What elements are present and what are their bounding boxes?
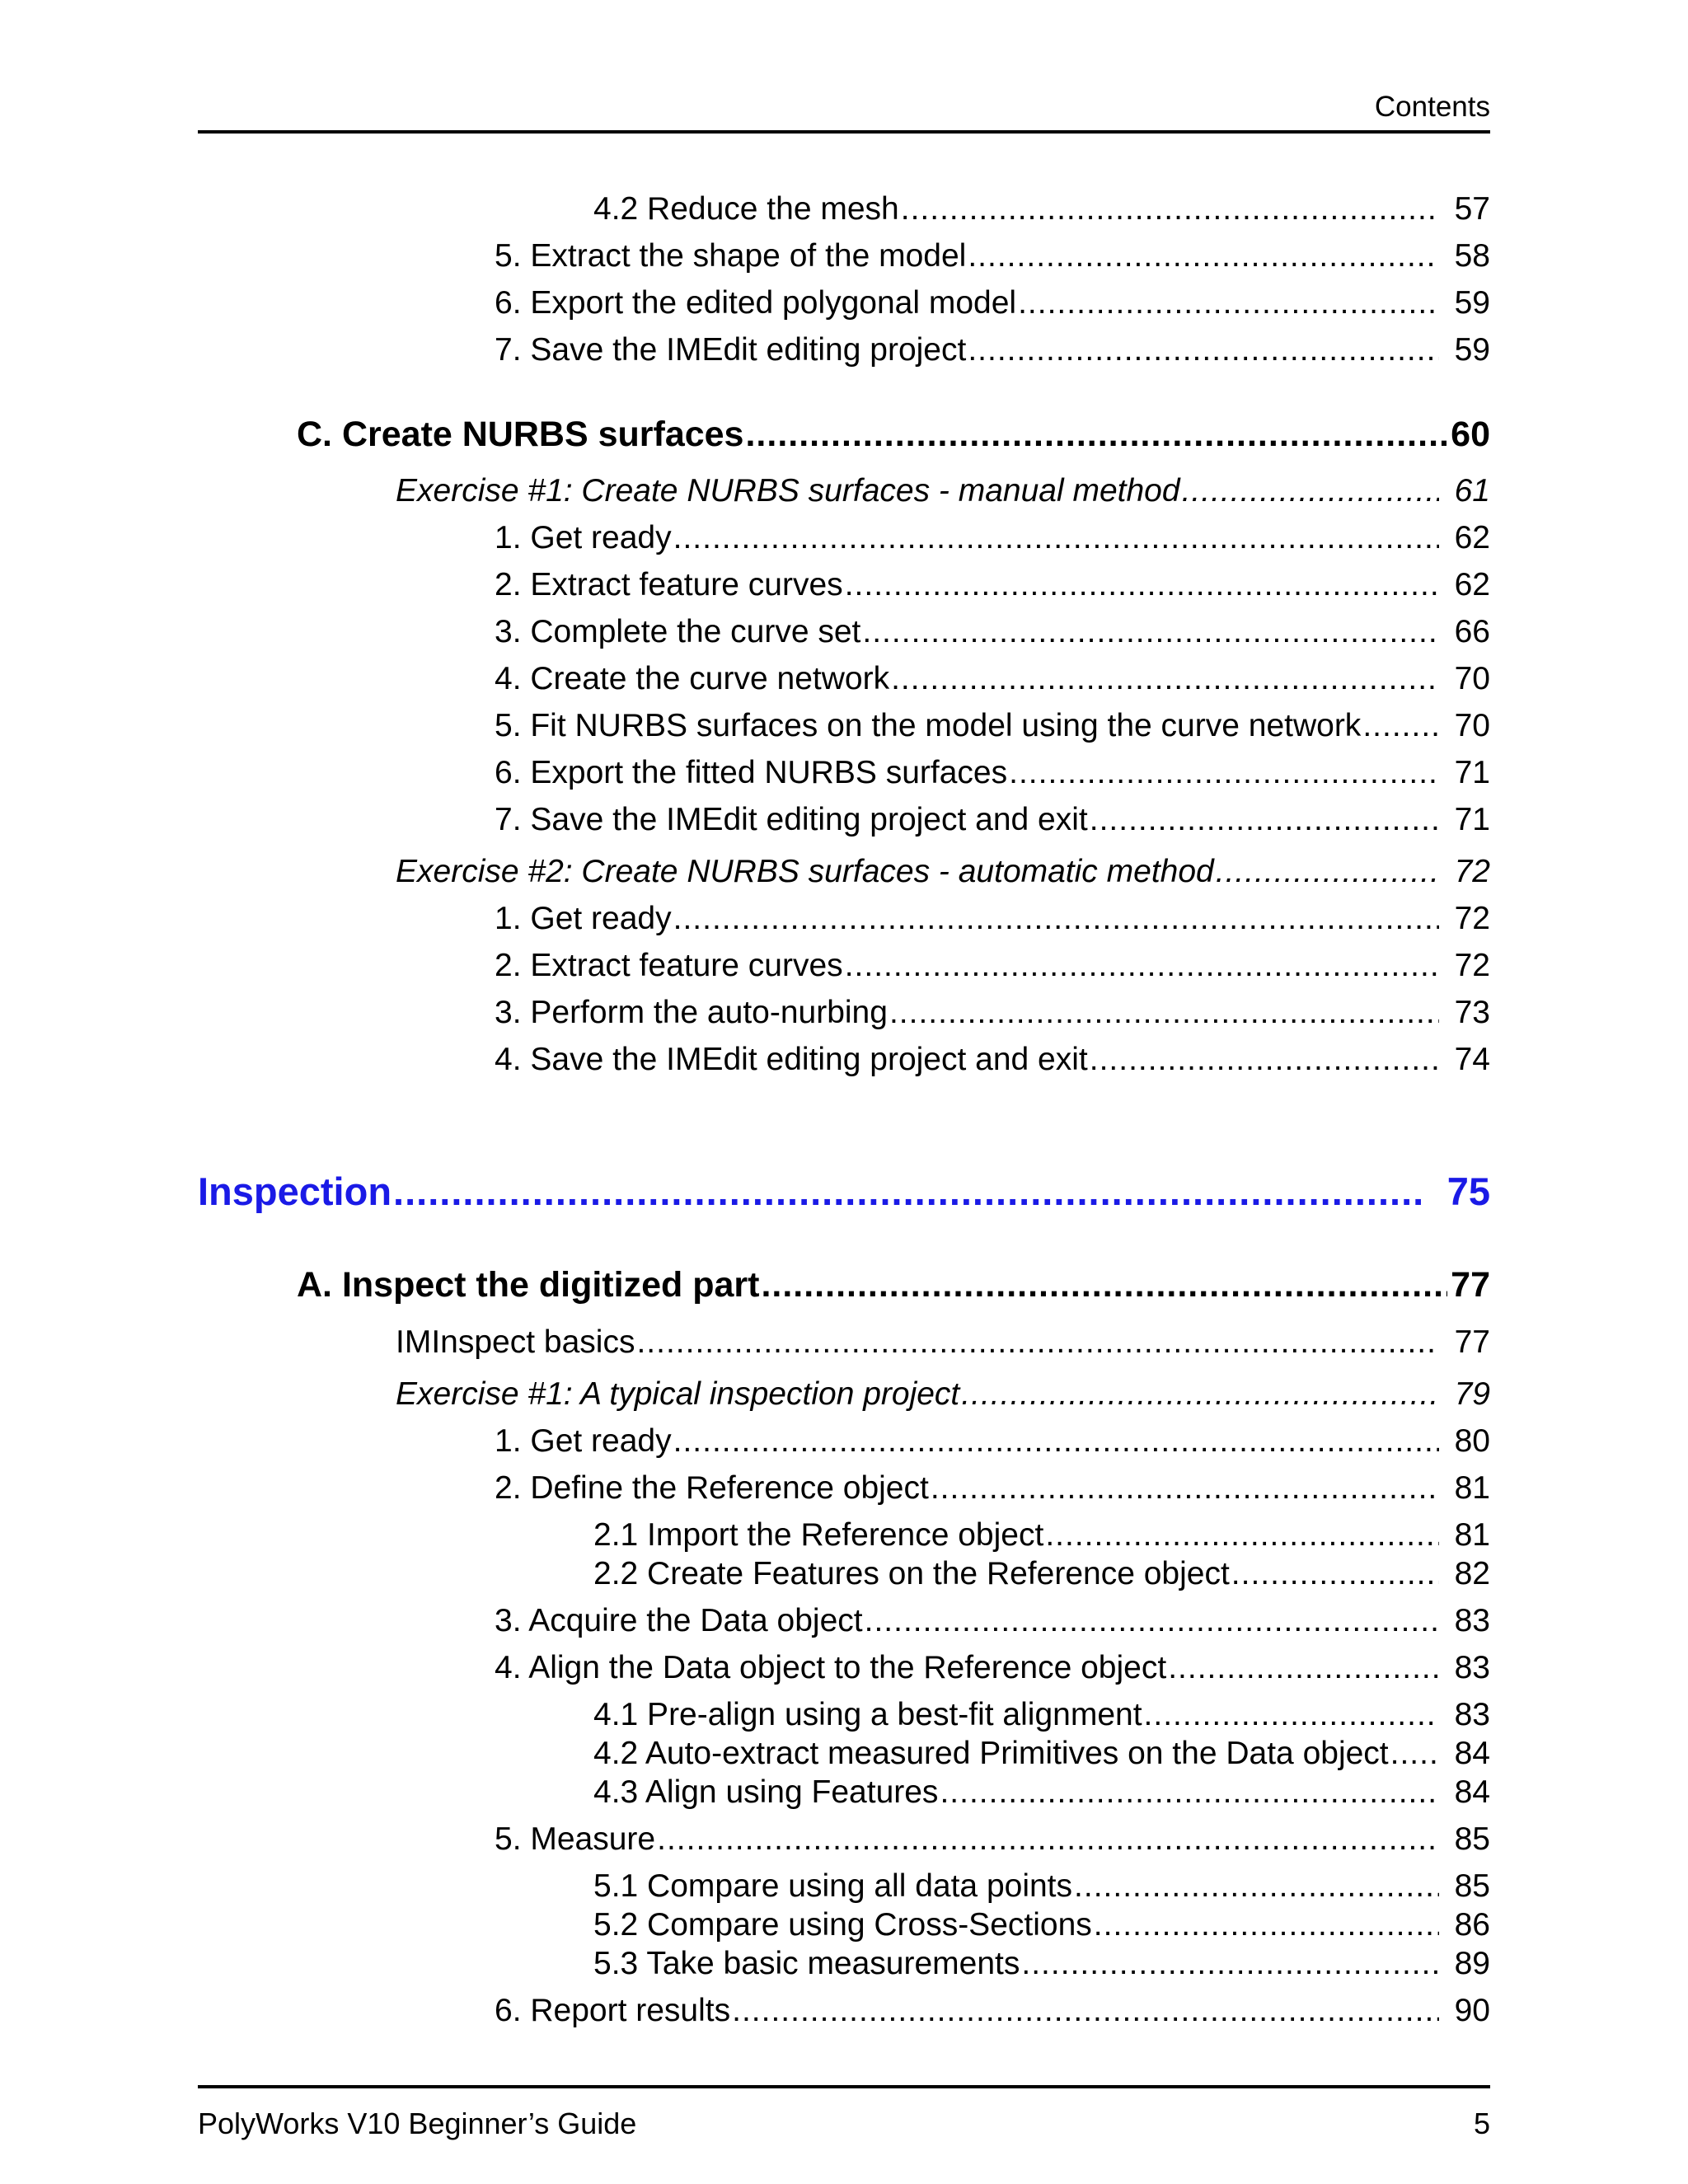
toc-entry-page: 84 — [1454, 1736, 1490, 1771]
toc-entry-page: 71 — [1454, 755, 1490, 790]
toc-entry-page: 84 — [1454, 1774, 1490, 1810]
toc-entry-page: 58 — [1454, 238, 1490, 274]
toc-entry-page: 83 — [1454, 1650, 1490, 1685]
toc-entry-step[interactable] — [495, 1601, 1490, 1641]
dot-leader — [673, 1422, 1439, 1461]
dot-leader — [1018, 284, 1439, 323]
dot-leader — [889, 993, 1439, 1033]
toc-entry-title: 6. Report results — [495, 1993, 731, 2028]
toc-entry-page: 77 — [1451, 1265, 1490, 1305]
toc-entry-page: 83 — [1454, 1603, 1490, 1638]
toc-entry-step[interactable] — [495, 753, 1490, 793]
dot-leader — [1362, 706, 1439, 746]
toc-entry-page: 81 — [1454, 1517, 1490, 1553]
toc-entry-exercise[interactable] — [396, 1375, 1490, 1414]
toc-entry-sub[interactable] — [593, 1516, 1490, 1555]
toc-entry-title: 4.2 Auto-extract measured Primitives on the Data object — [593, 1736, 1389, 1771]
toc-entry-step[interactable] — [495, 1991, 1490, 2031]
toc-entry-section[interactable] — [297, 415, 1490, 454]
toc-entry-page: 72 — [1454, 854, 1490, 889]
toc-entry-step[interactable] — [495, 1820, 1490, 1859]
toc-entry-page: 60 — [1451, 415, 1490, 454]
dot-leader — [1090, 1040, 1439, 1080]
toc-entry-title: 4.3 Align using Features — [593, 1774, 939, 1810]
toc-entry-sub[interactable] — [593, 1773, 1490, 1812]
toc-entry-step[interactable] — [495, 565, 1490, 605]
toc-entry-title: 4. Create the curve network — [495, 661, 890, 696]
toc-entry-step[interactable] — [495, 612, 1490, 652]
toc-entry-title: 4.2 Reduce the mesh — [593, 191, 899, 227]
toc-entry-title: C. Create NURBS surfaces — [297, 415, 744, 454]
dot-leader — [968, 330, 1439, 370]
toc-entry-sub[interactable] — [593, 1554, 1490, 1594]
toc-entry-step[interactable] — [495, 659, 1490, 699]
toc-entry-title: 5.1 Compare using all data points — [593, 1868, 1073, 1904]
toc-entry-step[interactable] — [495, 1422, 1490, 1461]
toc-entry-page: 66 — [1454, 614, 1490, 649]
toc-entry-page: 82 — [1454, 1556, 1490, 1591]
toc-entry-page: 81 — [1454, 1470, 1490, 1506]
toc-entry-title: A. Inspect the digitized part — [297, 1265, 760, 1305]
toc-entry-title: 5. Extract the shape of the model — [495, 238, 967, 274]
toc-entry-title: 3. Acquire the Data object — [495, 1603, 863, 1638]
dot-leader — [940, 1773, 1439, 1812]
toc-entry-title: 3. Complete the curve set — [495, 614, 861, 649]
dot-leader — [961, 1375, 1439, 1414]
toc-entry-page: 72 — [1454, 901, 1490, 936]
dot-leader — [673, 518, 1439, 558]
toc-entry-step[interactable] — [495, 899, 1490, 939]
dot-leader — [1168, 1648, 1439, 1688]
toc-entry-title: 7. Save the IMEdit editing project — [495, 332, 967, 368]
toc-entry-title: Exercise #1: Create NURBS surfaces - manual method — [396, 473, 1180, 509]
toc-entry-page: 62 — [1454, 520, 1490, 555]
toc-entry-sub[interactable] — [593, 1944, 1490, 1984]
dot-leader — [1074, 1867, 1439, 1906]
dot-leader — [1090, 800, 1439, 840]
toc-entry-page: 73 — [1454, 995, 1490, 1030]
toc-entry-sub[interactable] — [593, 1867, 1490, 1906]
footer-page-number: 5 — [1473, 2107, 1490, 2140]
toc-entry-sub[interactable] — [593, 1734, 1490, 1774]
toc-entry-page: 62 — [1454, 567, 1490, 602]
dot-leader — [968, 237, 1439, 276]
dot-leader — [673, 899, 1439, 939]
toc-entry-title: 4. Save the IMEdit editing project and exit — [495, 1042, 1088, 1077]
footer-rule — [198, 2085, 1490, 2088]
dot-leader — [845, 946, 1439, 986]
toc-entry-step[interactable] — [495, 284, 1490, 323]
toc-entry-page: 83 — [1454, 1697, 1490, 1732]
toc-entry-section[interactable] — [297, 1265, 1490, 1305]
toc-entry-page: 77 — [1454, 1324, 1490, 1360]
toc-entry-title: 2. Extract feature curves — [495, 948, 843, 983]
dot-leader — [1045, 1516, 1439, 1555]
toc-entry-page: 59 — [1454, 332, 1490, 368]
toc-entry-exercise[interactable] — [396, 852, 1490, 892]
dot-leader — [1390, 1734, 1439, 1774]
toc-entry-step[interactable] — [495, 706, 1490, 746]
toc-entry-sub[interactable] — [593, 1695, 1490, 1735]
toc-entry-page: 61 — [1454, 473, 1490, 509]
dot-leader — [657, 1820, 1439, 1859]
toc-entry-step[interactable] — [495, 518, 1490, 558]
toc-entry-sub[interactable] — [593, 1905, 1490, 1945]
toc-entry-title: 1. Get ready — [495, 1423, 672, 1459]
dot-leader — [931, 1469, 1439, 1508]
toc-entry-title: Exercise #1: A typical inspection project — [396, 1376, 960, 1412]
toc-entry-page: 72 — [1454, 948, 1490, 983]
dot-leader — [1094, 1905, 1439, 1945]
dot-leader — [1231, 1554, 1439, 1594]
toc-entry-title: 2. Extract feature curves — [495, 567, 843, 602]
running-header: Contents — [1374, 91, 1490, 123]
dot-leader — [1009, 753, 1439, 793]
footer-title: PolyWorks V10 Beginner’s Guide — [198, 2107, 637, 2140]
dot-leader — [1021, 1944, 1439, 1984]
toc-entry-title: 3. Perform the auto-nurbing — [495, 995, 888, 1030]
dot-leader — [761, 1265, 1447, 1305]
dot-leader — [745, 415, 1447, 454]
dot-leader — [1216, 852, 1439, 892]
toc-entry-exercise[interactable] — [396, 471, 1490, 511]
toc-entry-title: IMInspect basics — [396, 1324, 635, 1360]
toc-entry-step[interactable] — [495, 1648, 1490, 1688]
toc-entry-title: 1. Get ready — [495, 520, 672, 555]
dot-leader — [845, 565, 1439, 605]
toc-entry-title: 5.2 Compare using Cross-Sections — [593, 1907, 1092, 1943]
dot-leader — [1182, 471, 1439, 511]
toc-entry-page: 75 — [1447, 1169, 1490, 1213]
dot-leader — [393, 1169, 1423, 1215]
toc-entry-title: 5. Fit NURBS surfaces on the model using the curve network — [495, 708, 1362, 743]
dot-leader — [891, 659, 1439, 699]
toc-entry-sub[interactable] — [593, 190, 1490, 229]
toc-entry-title: Exercise #2: Create NURBS surfaces - automatic method — [396, 854, 1214, 889]
toc-entry-title: 5. Measure — [495, 1821, 656, 1857]
dot-leader — [636, 1323, 1439, 1362]
toc-entry-page: 59 — [1454, 285, 1490, 321]
toc-entry-title: 7. Save the IMEdit editing project and exit — [495, 802, 1088, 837]
toc-entry-title: 2.1 Import the Reference object — [593, 1517, 1044, 1553]
toc-entry-page: 86 — [1454, 1907, 1490, 1943]
toc-entry-title: 6. Export the fitted NURBS surfaces — [495, 755, 1008, 790]
toc-entry-step[interactable] — [495, 946, 1490, 986]
toc-entry-page: 80 — [1454, 1423, 1490, 1459]
toc-entry-step[interactable] — [495, 1469, 1490, 1508]
toc-entry-page: 70 — [1454, 708, 1490, 743]
dot-leader — [732, 1991, 1439, 2031]
toc-entry-step[interactable] — [495, 1040, 1490, 1080]
toc-entry-page: 89 — [1454, 1946, 1490, 1981]
dot-leader — [901, 190, 1439, 229]
header-rule — [198, 130, 1490, 134]
dot-leader — [865, 1601, 1439, 1641]
toc-entry-title: 1. Get ready — [495, 901, 672, 936]
toc-entry-title: 4.1 Pre-align using a best-fit alignment — [593, 1697, 1142, 1732]
toc-entry-exercise-plain[interactable] — [396, 1323, 1490, 1362]
toc-entry-title: Inspection — [198, 1169, 392, 1213]
toc-entry-step[interactable] — [495, 330, 1490, 370]
toc-entry-step[interactable] — [495, 993, 1490, 1033]
toc-entry-step[interactable] — [495, 800, 1490, 840]
toc-entry-title: 4. Align the Data object to the Reference object — [495, 1650, 1167, 1685]
toc-entry-page: 70 — [1454, 661, 1490, 696]
toc-entry-title: 2. Define the Reference object — [495, 1470, 929, 1506]
toc-entry-page: 74 — [1454, 1042, 1490, 1077]
dot-leader — [862, 612, 1439, 652]
toc-entry-chapter[interactable] — [198, 1169, 1490, 1215]
toc-entry-page: 85 — [1454, 1868, 1490, 1904]
toc-entry-page: 79 — [1454, 1376, 1490, 1412]
toc-entry-page: 90 — [1454, 1993, 1490, 2028]
dot-leader — [1144, 1695, 1439, 1735]
toc-entry-page: 71 — [1454, 802, 1490, 837]
toc-entry-title: 6. Export the edited polygonal model — [495, 285, 1017, 321]
toc-entry-page: 57 — [1454, 191, 1490, 227]
toc-entry-title: 2.2 Create Features on the Reference object — [593, 1556, 1230, 1591]
toc-entry-title: 5.3 Take basic measurements — [593, 1946, 1020, 1981]
toc-entry-page: 85 — [1454, 1821, 1490, 1857]
toc-entry-step[interactable] — [495, 237, 1490, 276]
